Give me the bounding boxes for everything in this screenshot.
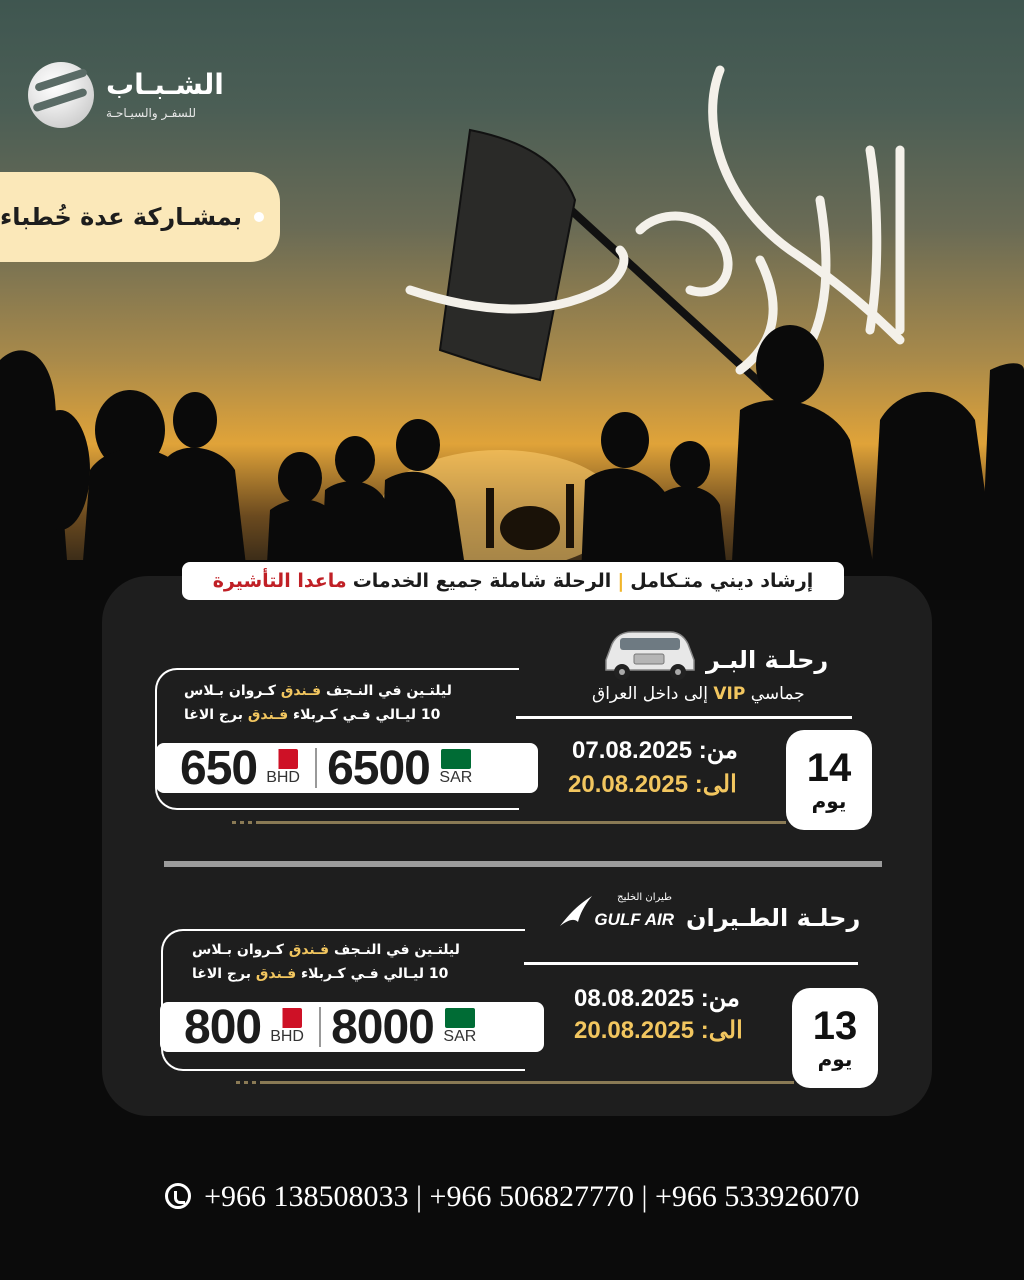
hotel-label: فـندق [255,966,297,982]
vip-highlight: VIP [713,684,746,704]
phone-numbers[interactable]: +966 138508033 | +966 506827770 | +966 533926070 [204,1180,860,1213]
land-trip-underline [516,716,852,719]
land-from-date [572,736,738,765]
hotel-karbala: 10 ليـالي فـي كـربلاء [301,966,449,982]
globe-icon [28,62,94,128]
price-divider [315,748,317,788]
hotel-label: فـندق [288,942,330,958]
air-price-bhd: 800 [184,1000,262,1054]
bhd-currency [261,749,305,787]
saudi-flag-icon [445,1008,475,1028]
from-label: من: [700,985,740,1012]
banner-visa-excluded: ماعدا التأشيرة [212,570,347,592]
banner-guidance: إرشاد ديني متـكامل [630,570,814,592]
gulf-air-logo [556,890,680,936]
suv-car-icon [600,626,698,682]
services-banner [182,562,844,600]
hero-background [0,0,1024,600]
airline-name-ar: طيران الخليج [617,892,672,903]
hotel-najaf: ليلتـين في النـجف [325,683,452,699]
sar-code: SAR [439,769,473,786]
to-value: 20.08.2025 [574,1017,695,1044]
falcon-icon [556,892,596,932]
land-days-card [786,730,872,830]
bhd-code: BHD [270,1028,304,1045]
from-value: 07.08.2025 [572,737,693,764]
to-label: الى: [700,1017,743,1044]
air-hotel-line1 [192,942,460,958]
hotel-karbala: 10 ليـالي فـي كـربلاء [293,707,441,723]
land-hotel-line2 [184,707,440,723]
speakers-text: بمشـاركة عدة خُطباء [0,203,242,231]
bhd-code: BHD [266,769,300,786]
air-trip-title: رحلـة الطـيران [686,904,861,932]
land-to-date [568,770,737,799]
air-dotted-line [236,1080,794,1084]
to-value: 20.08.2025 [568,771,689,798]
speakers-highlight [0,172,280,262]
brand-tagline: للسفـر والسيـاحـة [106,106,197,120]
to-label: الى: [694,771,737,798]
brand-logo [28,62,228,132]
from-value: 08.08.2025 [574,985,695,1012]
land-trip-title: رحلـة البـر [706,646,829,674]
land-price-sar: 6500 [327,741,430,795]
bullet-dot-icon [254,212,264,222]
land-price-bhd: 650 [180,741,258,795]
banner-separator: | [617,570,625,592]
hotel-label: فـندق [280,683,322,699]
air-from-date [574,984,740,1013]
hotel-name: كـروان بـلاس [184,683,276,699]
whatsapp-icon [165,1183,191,1209]
air-days-label: يوم [817,1047,853,1071]
brand-name: الشـبـاب [106,68,224,101]
air-days-count: 13 [812,1004,858,1048]
vip-prefix: جماسي [750,684,805,704]
section-divider [164,861,882,867]
vip-suffix: إلى داخل العراق [592,684,708,704]
land-dotted-line [232,820,786,824]
hotel-name: برج الاغا [184,707,243,723]
sar-code: SAR [443,1028,477,1045]
sar-currency [434,749,478,787]
sar-currency [438,1008,482,1046]
air-price-bar [160,1002,544,1052]
banner-services: الرحلة شاملة جميع الخدمات [352,570,612,592]
bhd-currency [265,1008,309,1046]
price-divider [319,1007,321,1047]
air-hotel-line2 [192,966,448,982]
hotel-najaf: ليلتـين في النـجف [333,942,460,958]
air-price-sar: 8000 [331,1000,434,1054]
hotel-name: برج الاغا [192,966,251,982]
air-days-card [792,988,878,1088]
air-to-date [574,1016,743,1045]
from-label: من: [698,737,738,764]
saudi-flag-icon [441,749,471,769]
hotel-name: كـروان بـلاس [192,942,284,958]
land-days-count: 14 [806,746,852,790]
contact-footer [0,1180,1024,1214]
bahrain-flag-icon [272,1008,302,1028]
hotel-label: فـندق [247,707,289,723]
land-price-bar [156,743,538,793]
bahrain-flag-icon [268,749,298,769]
air-trip-underline [524,962,858,965]
airline-name-en: GULF AIR [594,910,674,929]
land-hotel-line1 [184,683,452,699]
land-days-label: يوم [811,789,847,813]
land-trip-vip [592,684,805,704]
